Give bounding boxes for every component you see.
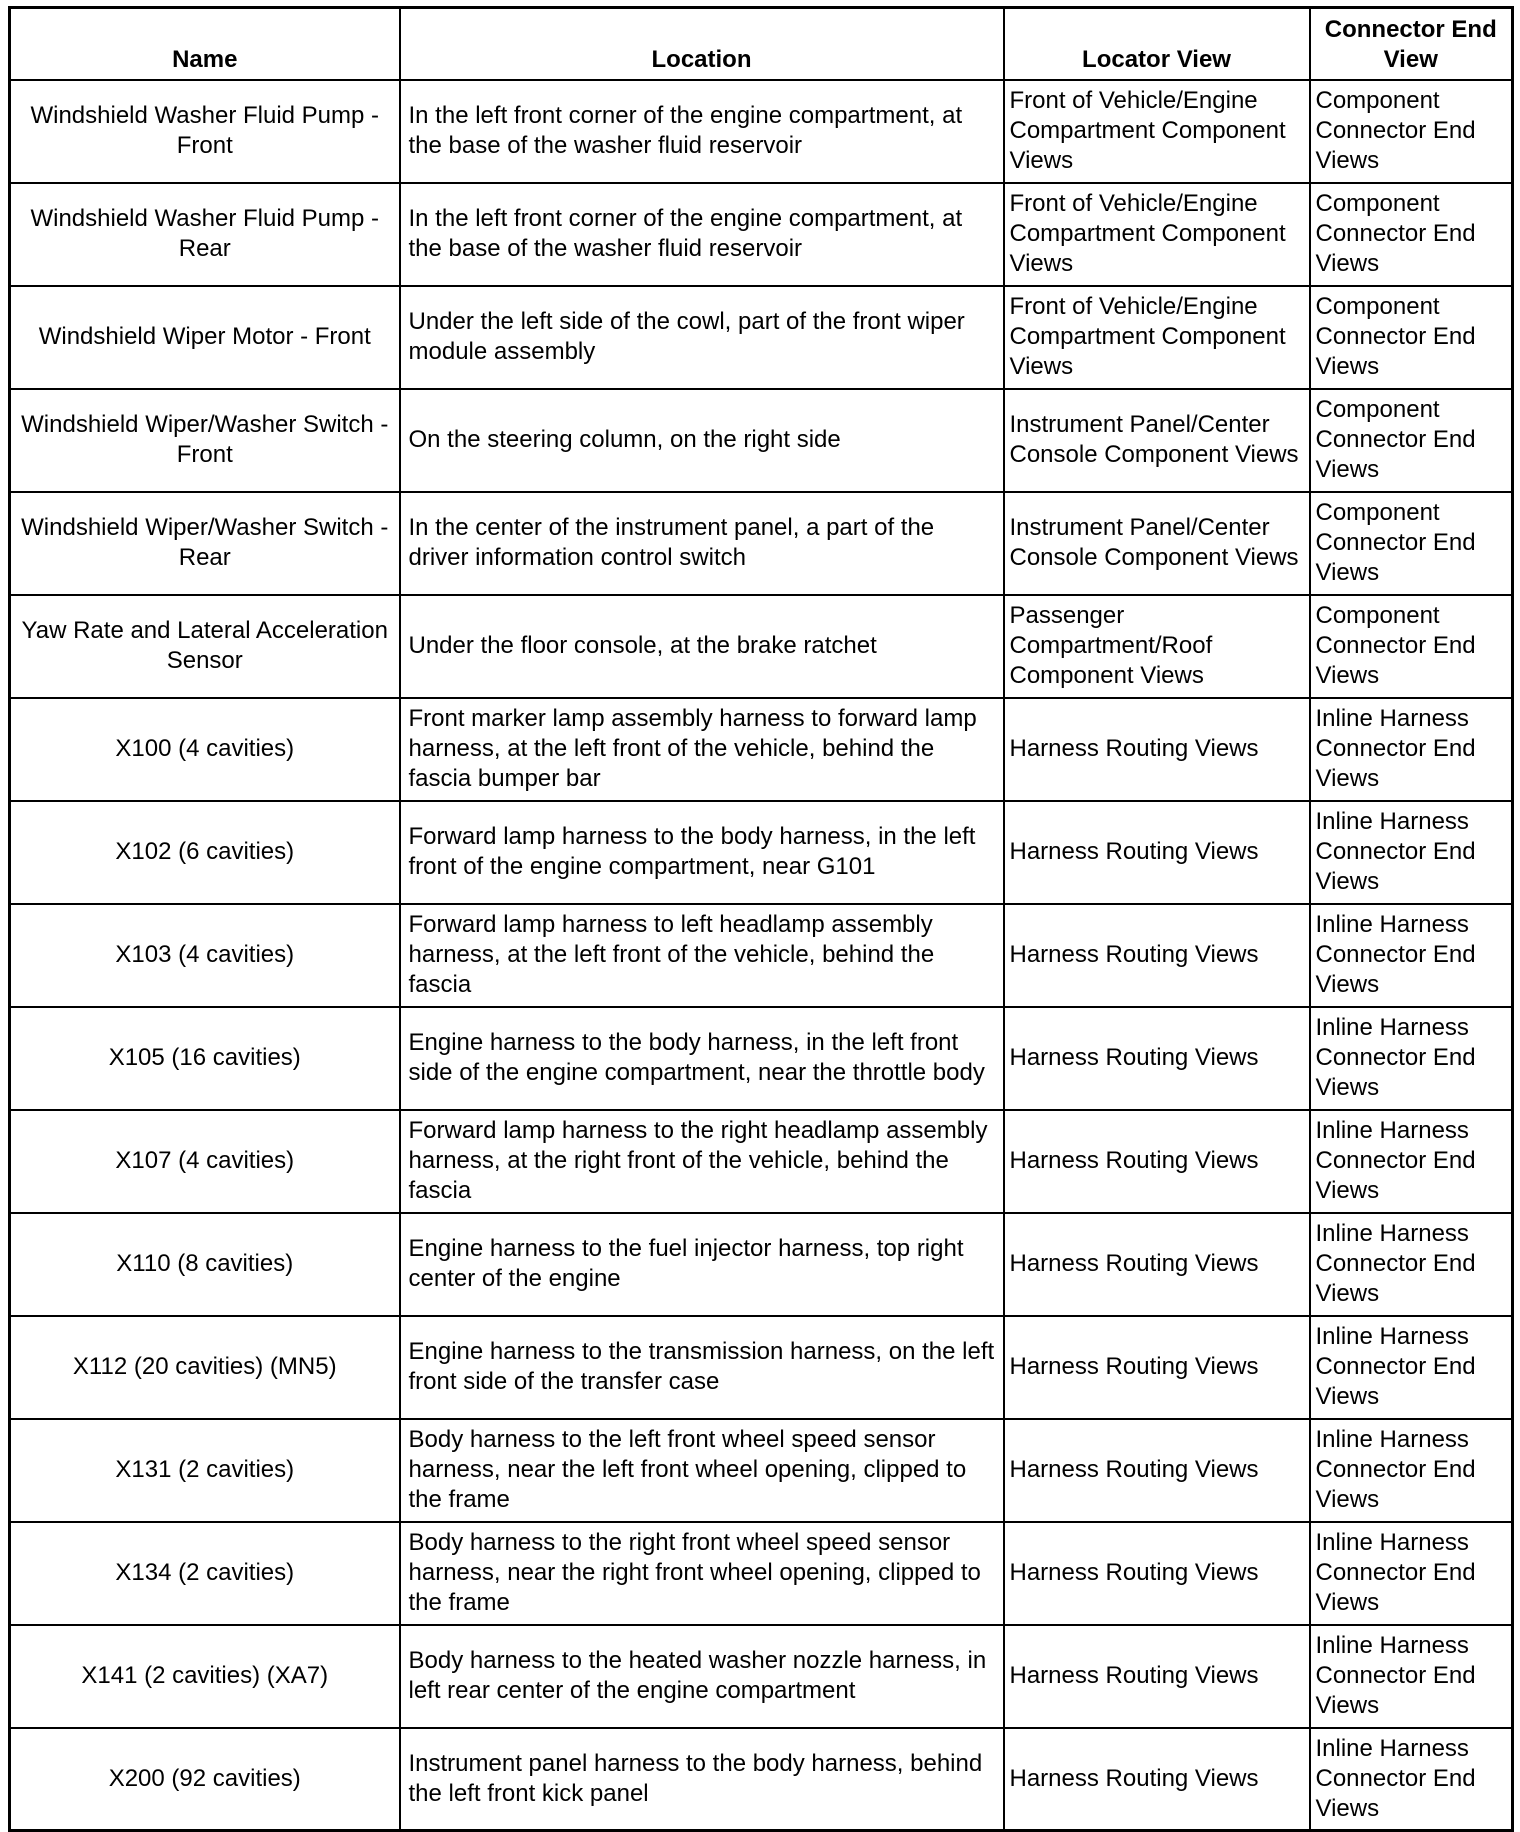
cell-name: X107 (4 cavities) [10,1110,400,1213]
cell-location: Under the left side of the cowl, part of the front wiper module assembly [400,286,1004,389]
cell-locator-view: Harness Routing Views [1004,1728,1310,1831]
cell-name: X110 (8 cavities) [10,1213,400,1316]
cell-name: X131 (2 cavities) [10,1419,400,1522]
cell-connector-end-view: Inline Harness Connector End Views [1310,1522,1513,1625]
cell-locator-view: Harness Routing Views [1004,698,1310,801]
cell-connector-end-view: Component Connector End Views [1310,595,1513,698]
cell-connector-end-view: Inline Harness Connector End Views [1310,1007,1513,1110]
table-row [10,1316,1513,1419]
table-row [10,1007,1513,1110]
cell-name: X102 (6 cavities) [10,801,400,904]
cell-connector-end-view: Component Connector End Views [1310,492,1513,595]
table-row [10,1213,1513,1316]
cell-location: Front marker lamp assembly harness to forward lamp harness, at the left front of the vehicle, behind the fascia bumper bar [400,698,1004,801]
cell-locator-view: Harness Routing Views [1004,1419,1310,1522]
cell-name: Windshield Washer Fluid Pump - Front [10,80,400,183]
cell-location: Body harness to the left front wheel speed sensor harness, near the left front wheel opening, clipped to the frame [400,1419,1004,1522]
cell-connector-end-view: Inline Harness Connector End Views [1310,698,1513,801]
cell-name: X200 (92 cavities) [10,1728,400,1831]
cell-location: Under the floor console, at the brake ratchet [400,595,1004,698]
cell-location: Forward lamp harness to left headlamp assembly harness, at the left front of the vehicle, behind the fascia [400,904,1004,1007]
cell-locator-view: Harness Routing Views [1004,1316,1310,1419]
table-row [10,286,1513,389]
cell-connector-end-view: Inline Harness Connector End Views [1310,1110,1513,1213]
cell-connector-end-view: Inline Harness Connector End Views [1310,1213,1513,1316]
cell-connector-end-view: Inline Harness Connector End Views [1310,1316,1513,1419]
table-row [10,904,1513,1007]
cell-name: Yaw Rate and Lateral Acceleration Sensor [10,595,400,698]
cell-location: Engine harness to the body harness, in the left front side of the engine compartment, near the throttle body [400,1007,1004,1110]
header-connector-end-view: Connector End View [1310,8,1513,80]
cell-name: X105 (16 cavities) [10,1007,400,1110]
cell-name: X134 (2 cavities) [10,1522,400,1625]
cell-connector-end-view: Component Connector End Views [1310,80,1513,183]
cell-name: X100 (4 cavities) [10,698,400,801]
table-row [10,492,1513,595]
cell-connector-end-view: Inline Harness Connector End Views [1310,1419,1513,1522]
header-locator-view: Locator View [1004,8,1310,80]
cell-location: Forward lamp harness to the right headlamp assembly harness, at the right front of the vehicle, behind the fascia [400,1110,1004,1213]
cell-name: Windshield Washer Fluid Pump - Rear [10,183,400,286]
cell-connector-end-view: Component Connector End Views [1310,389,1513,492]
cell-locator-view: Passenger Compartment/Roof Component Views [1004,595,1310,698]
cell-location: In the left front corner of the engine compartment, at the base of the washer fluid reservoir [400,80,1004,183]
table-row [10,698,1513,801]
cell-locator-view: Harness Routing Views [1004,1522,1310,1625]
table-row [10,1522,1513,1625]
cell-name: Windshield Wiper/Washer Switch - Front [10,389,400,492]
cell-connector-end-view: Inline Harness Connector End Views [1310,801,1513,904]
cell-locator-view: Harness Routing Views [1004,1625,1310,1728]
cell-location: Body harness to the right front wheel speed sensor harness, near the right front wheel opening, clipped to the frame [400,1522,1004,1625]
header-row [10,8,1513,80]
cell-connector-end-view: Inline Harness Connector End Views [1310,1625,1513,1728]
cell-locator-view: Harness Routing Views [1004,904,1310,1007]
cell-location: In the center of the instrument panel, a part of the driver information control switch [400,492,1004,595]
cell-locator-view: Front of Vehicle/Engine Compartment Component Views [1004,80,1310,183]
header-name: Name [10,8,400,80]
component-locator-table [8,6,1514,1832]
table-row [10,389,1513,492]
cell-locator-view: Front of Vehicle/Engine Compartment Component Views [1004,286,1310,389]
table-row [10,1419,1513,1522]
cell-location: Body harness to the heated washer nozzle harness, in left rear center of the engine compartment [400,1625,1004,1728]
cell-name: X112 (20 cavities) (MN5) [10,1316,400,1419]
cell-location: In the left front corner of the engine compartment, at the base of the washer fluid reservoir [400,183,1004,286]
cell-connector-end-view: Inline Harness Connector End Views [1310,1728,1513,1831]
cell-locator-view: Instrument Panel/Center Console Component Views [1004,492,1310,595]
cell-location: On the steering column, on the right side [400,389,1004,492]
table-row [10,80,1513,183]
table-row [10,595,1513,698]
cell-locator-view: Harness Routing Views [1004,1007,1310,1110]
cell-name: Windshield Wiper/Washer Switch - Rear [10,492,400,595]
cell-locator-view: Harness Routing Views [1004,1110,1310,1213]
cell-locator-view: Front of Vehicle/Engine Compartment Component Views [1004,183,1310,286]
table-row [10,801,1513,904]
table-row [10,1625,1513,1728]
header-location: Location [400,8,1004,80]
cell-name: Windshield Wiper Motor - Front [10,286,400,389]
cell-connector-end-view: Inline Harness Connector End Views [1310,904,1513,1007]
cell-location: Engine harness to the fuel injector harness, top right center of the engine [400,1213,1004,1316]
table-row [10,1110,1513,1213]
cell-connector-end-view: Component Connector End Views [1310,183,1513,286]
table-row [10,1728,1513,1831]
cell-name: X141 (2 cavities) (XA7) [10,1625,400,1728]
cell-locator-view: Instrument Panel/Center Console Component Views [1004,389,1310,492]
cell-connector-end-view: Component Connector End Views [1310,286,1513,389]
cell-location: Forward lamp harness to the body harness, in the left front of the engine compartment, near G101 [400,801,1004,904]
cell-locator-view: Harness Routing Views [1004,801,1310,904]
cell-location: Engine harness to the transmission harness, on the left front side of the transfer case [400,1316,1004,1419]
table-row [10,183,1513,286]
cell-name: X103 (4 cavities) [10,904,400,1007]
cell-location: Instrument panel harness to the body harness, behind the left front kick panel [400,1728,1004,1831]
cell-locator-view: Harness Routing Views [1004,1213,1310,1316]
